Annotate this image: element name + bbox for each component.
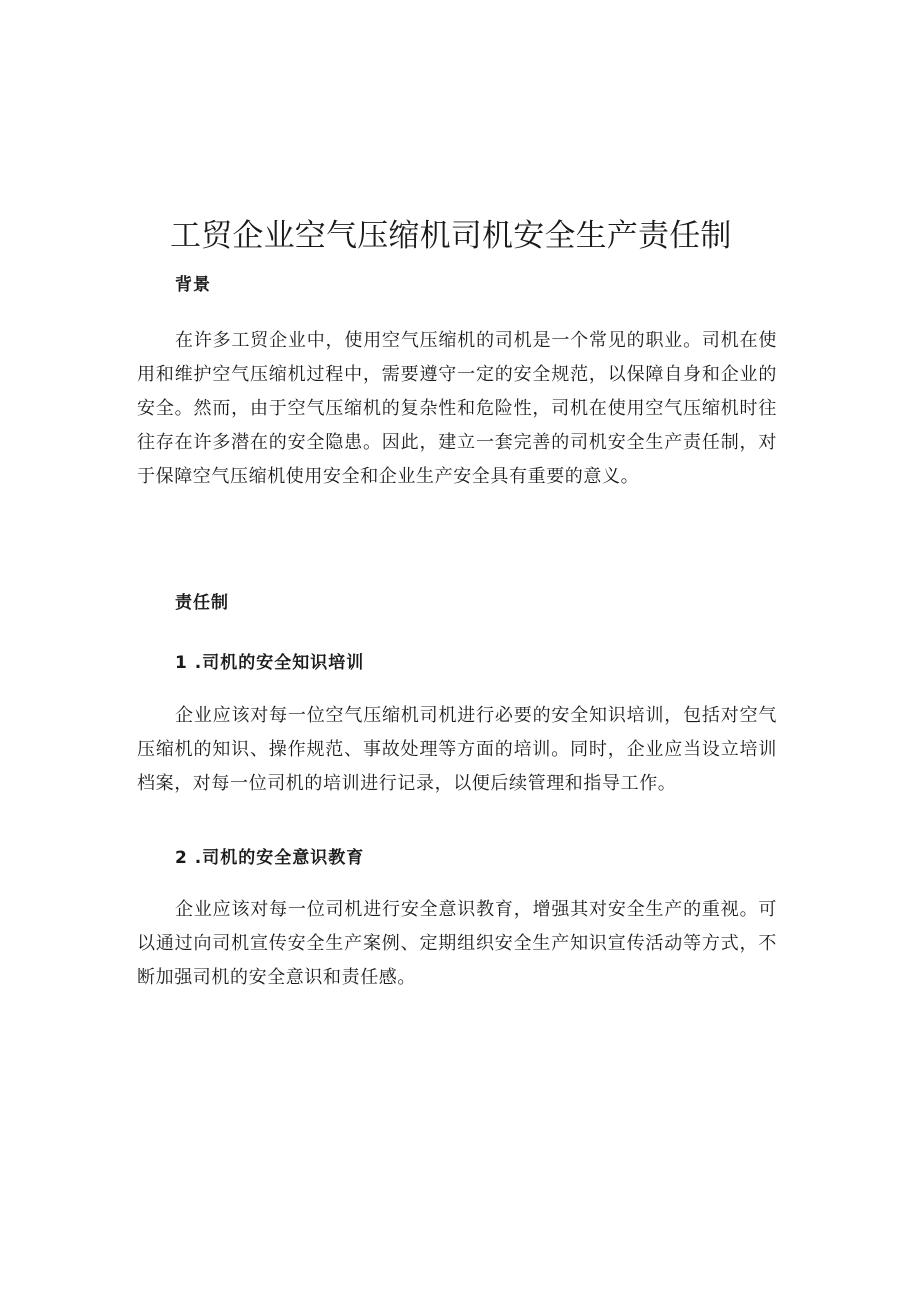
paragraph-item-2: 企业应该对每一位司机进行安全意识教育，增强其对安全生产的重视。可以通过向司机宣传安全生产案例、定期组织安全生产知识宣传活动等方式，不断加强司机的安全意识和责任感。 (137, 899, 777, 988)
heading-item-1: 1 .司机的安全知识培训 (175, 653, 365, 673)
heading-responsibility: 责任制 (175, 593, 229, 613)
heading-item-2: 2 .司机的安全意识教育 (175, 848, 365, 868)
paragraph-background: 在许多工贸企业中，使用空气压缩机的司机是一个常见的职业。司机在使用和维护空气压缩机过程中，需要遵守一定的安全规范，以保障自身和企业的安全。然而，由于空气压缩机的复杂性和危险性，司机在使用空气压缩机时往往存在许多潜在的安全隐患。因此，建立一套完善的司机安全生产责任制，对于保障空气压缩机使用安全和企业生产安全具有重要的意义。 (137, 330, 777, 487)
heading-background: 背景 (175, 275, 211, 295)
document-title: 工贸企业空气压缩机司机安全生产责任制 (170, 218, 732, 254)
paragraph-item-1: 企业应该对每一位空气压缩机司机进行必要的安全知识培训，包括对空气压缩机的知识、操作规范、事故处理等方面的培训。同时，企业应当设立培训档案，对每一位司机的培训进行记录，以便后续管理和指导工作。 (137, 705, 777, 794)
